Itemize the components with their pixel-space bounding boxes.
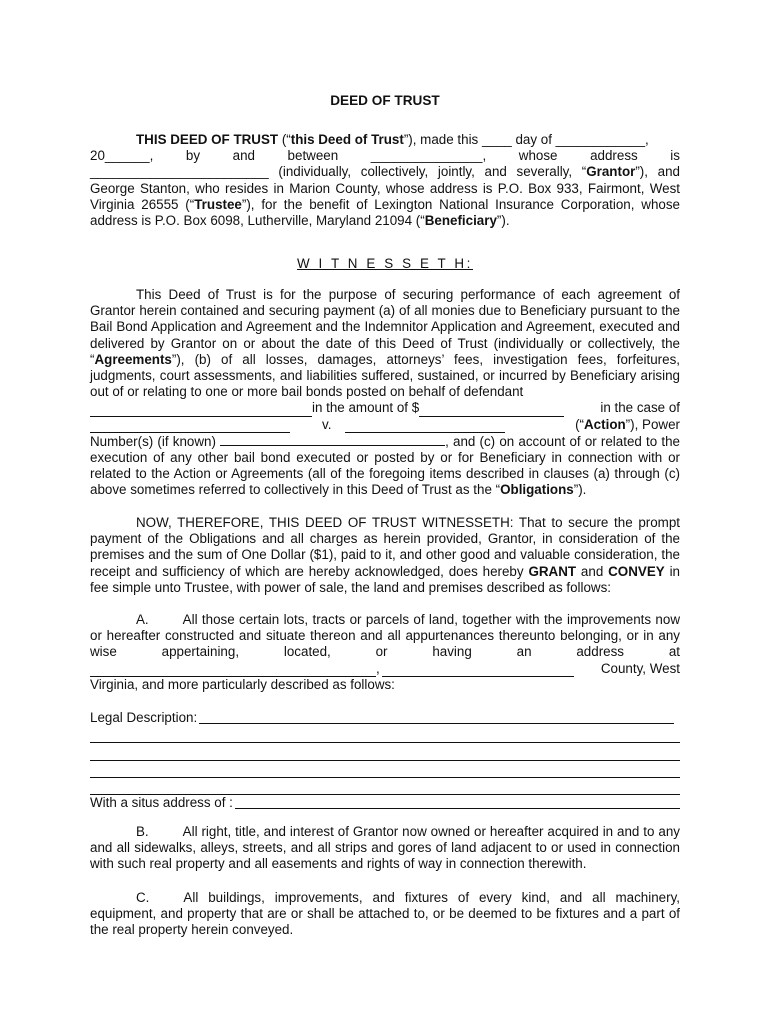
purpose-paragraph [90, 287, 680, 499]
action-term: Action [584, 416, 626, 432]
item-a-text [90, 612, 680, 661]
versus-label: v. [322, 416, 332, 432]
intro-line-2 [90, 148, 680, 164]
intro-word: by [185, 148, 201, 164]
purpose-text-2: ”), (b) of all losses, damages, attorneys’ fees, investigation fees, forfeitures, judgments, court assessments, and liabilities suffered, sustained, or incurred by Beneficiary arising out of or relating to one or more bail bonds posted on behalf of defendant [90, 351, 680, 400]
situs-blank[interactable] [235, 796, 680, 809]
item-b-text [90, 824, 680, 873]
now-therefore-text [90, 515, 680, 596]
case-label: in the case of [600, 400, 680, 416]
power-number-label: Number(s) (if known) [90, 433, 221, 449]
county-blank[interactable] [382, 664, 574, 677]
legal-description-block [90, 710, 680, 811]
legal-description-blank-5[interactable] [90, 778, 680, 795]
item-b [90, 824, 680, 873]
grant-term: GRANT [528, 563, 577, 579]
intro-word: address [590, 148, 638, 164]
intro-text-4: ”), and George Stanton, who resides in Marion County, whose address is P.O. Box 933, Fairmont, West Virginia 26555 (“ [90, 164, 680, 212]
intro-text-6: ”). [496, 213, 510, 229]
situs-label: With a situs address of : [90, 794, 233, 810]
intro-text-3: ________________________ (individually, collectively, jointly, and severally, “ [90, 164, 587, 180]
legal-description-blank-2[interactable] [90, 726, 680, 743]
action-open: (“ [575, 416, 585, 432]
purpose-text-10: ”). [573, 482, 587, 498]
intro-word: and [232, 148, 255, 164]
item-c-text [90, 890, 680, 939]
item-a-county-line [90, 661, 680, 677]
intro-lead: THIS DEED OF TRUST [136, 132, 279, 147]
comma: , [376, 660, 380, 676]
item-c-body: All buildings, improvements, and fixtures of every kind, and all machinery, equipment, and property that are or shall be attached to, or be deemed to be fixtures and a part of the real property herein conveyed. [90, 890, 680, 938]
amount-label: in the amount of $ [312, 400, 420, 416]
item-c-letter: C. [136, 890, 150, 905]
item-a-text-3: Virginia, and more particularly described as follows: [90, 676, 395, 692]
purpose-text-9: , and (c) on account of or related to the execution of any other bail bond executed or posted by or for Beneficiary in connection with or related to the Action or Agreements (all of the foregoing items described in clauses (a) through (c) above sometimes referred to collectively in this Deed of Trust as the “ [90, 433, 680, 498]
witnesseth-heading: W I T N E S S E T H: [296, 256, 474, 271]
intro-word: between [287, 148, 339, 164]
purpose-text-a [90, 287, 680, 400]
item-b-body: All right, title, and interest of Grantor now owned or hereafter acquired in and to any and all sidewalks, alleys, streets, and all strips and gores of land adjacent to or used in connection with such real property and all easements and rights of way in connection therewith. [90, 824, 680, 872]
case-line [90, 417, 680, 433]
legal-description-line [90, 710, 674, 726]
intro-word: 20______, [90, 148, 154, 164]
and-word: and [576, 563, 609, 579]
defendant-blank[interactable] [90, 404, 312, 417]
purpose-text-1: This Deed of Trust is for the purpose of securing performance of each agreement of Grantor herein contained and securing payment (a) of all monies due to Beneficiary pursuant to the Bail Bond Application and Agreement and the Indemnitor Application and Agreement, executed and delivered by Grantor on or about the date of this Deed of Trust (individually or collectively, the “ [90, 287, 680, 367]
address-blank[interactable] [90, 664, 376, 677]
legal-description-label: Legal Description: [90, 710, 198, 725]
intro-rest [90, 164, 680, 229]
now-therefore-text-2: in fee simple unto Trustee, with power of sale, the land and premises described as follows: [90, 563, 680, 595]
legal-description-blank[interactable] [199, 711, 674, 724]
intro-bold-deed: this Deed of Trust [290, 132, 404, 147]
item-a-letter: A. [136, 612, 149, 627]
legal-description-blank-3[interactable] [90, 743, 680, 760]
amount-blank[interactable] [419, 404, 564, 417]
county-label: County, West [600, 660, 680, 676]
purpose-text-b [90, 433, 680, 499]
trustee-term: Trustee [194, 196, 242, 212]
intro-text-2: ”), made this ____ day of ____________, [403, 132, 649, 147]
intro-line-1 [90, 132, 680, 148]
plaintiff-blank[interactable] [90, 420, 290, 433]
item-a-text-1: All those certain lots, tracts or parcels of land, together with the improvements now or hereafter constructed and situate thereon and all appurtenances thereunto belonging, or in any wise appertaining, located, or having an address at [90, 612, 680, 660]
action-label [505, 417, 680, 433]
situs-line [90, 795, 680, 811]
grantor-term: Grantor [586, 164, 636, 180]
beneficiary-term: Beneficiary [424, 213, 497, 229]
item-b-letter: B. [136, 824, 149, 839]
intro-text-1: (“ [278, 132, 291, 147]
intro-word: is [670, 148, 680, 164]
convey-term: CONVEY [608, 563, 665, 579]
obligations-term: Obligations [500, 482, 574, 498]
item-a [90, 612, 680, 693]
agreements-term: Agreements [94, 351, 172, 367]
intro-word: whose [518, 148, 558, 164]
power-number-blank[interactable] [220, 433, 445, 446]
intro-paragraph [90, 132, 680, 229]
action-close: ”), Power [625, 416, 680, 432]
legal-description-blank-4[interactable] [90, 761, 680, 778]
document-title: DEED OF TRUST [330, 93, 440, 108]
item-c [90, 890, 680, 939]
intro-word: _______________, [370, 148, 487, 164]
intro-text-5: ”), for the benefit of Lexington National Insurance Corporation, whose address is P.O. Box 6098, Lutherville, Maryland 21094 (“ [90, 196, 680, 229]
now-therefore-text-1: NOW, THEREFORE, THIS DEED OF TRUST WITNESSETH: That to secure the prompt payment of the Obligations and all charges as herein provided, Grantor, in consideration of the premises and the sum of One Dollar ($1), paid to it, and other good and valuable consideration, the receipt and sufficiency of which are hereby acknowledged, does hereby [90, 515, 680, 579]
now-therefore-paragraph [90, 515, 680, 596]
defendant-case-blank[interactable] [345, 420, 505, 433]
defendant-line [90, 400, 680, 416]
